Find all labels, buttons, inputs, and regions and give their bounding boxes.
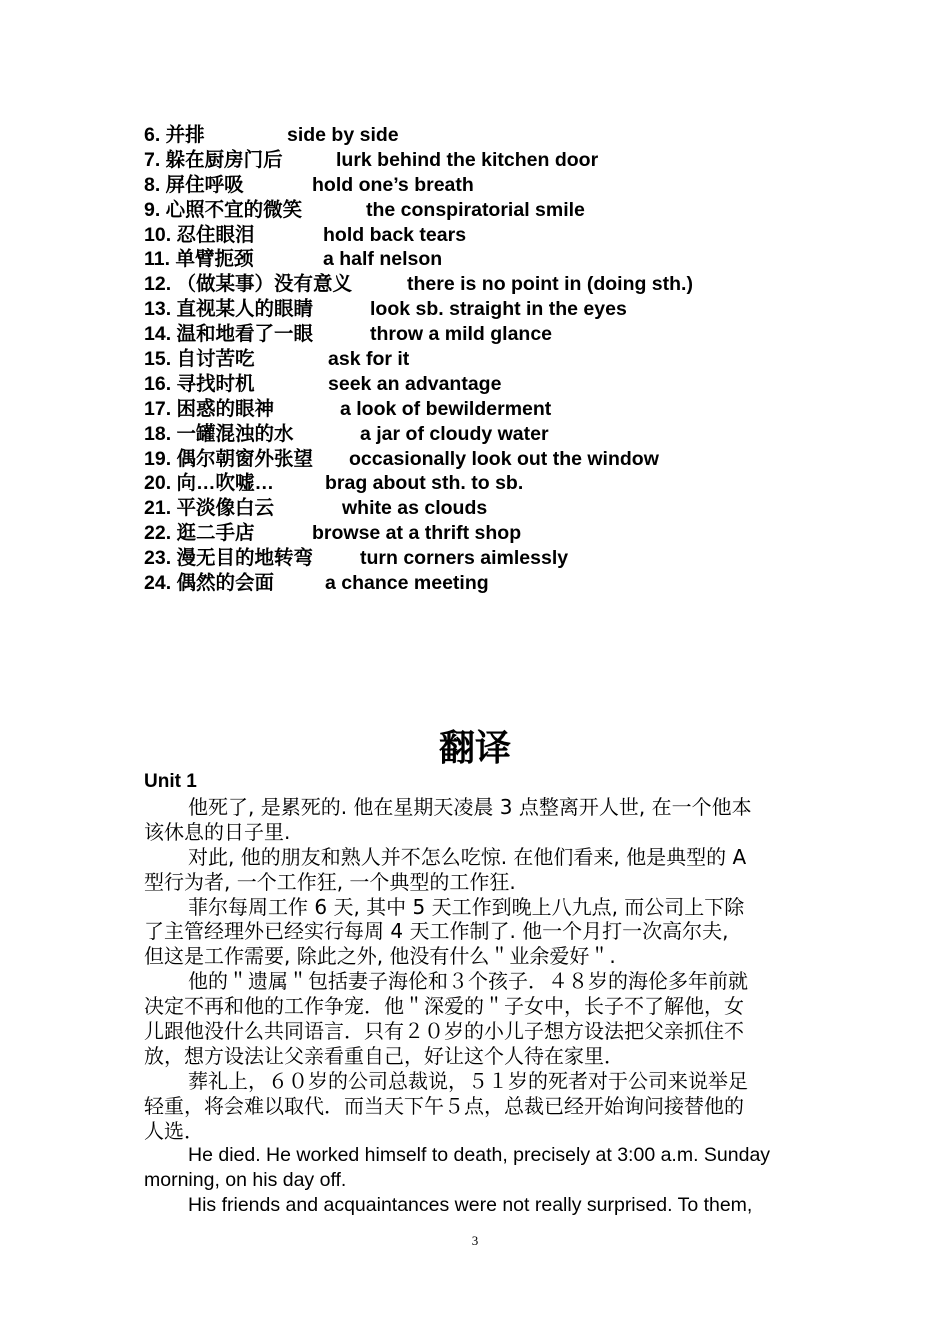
chinese-text-line: 菲尔每周工作 6 天, 其中 5 天工作到晚上八九点, 而公司上下除	[188, 894, 745, 919]
vocab-english: throw a mild glance	[370, 323, 553, 346]
vocab-chinese: 9. 心照不宜的微笑	[144, 198, 303, 221]
english-text-line: morning, on his day off.	[144, 1169, 347, 1192]
vocab-row	[144, 397, 844, 422]
vocabulary-list	[144, 123, 844, 596]
chinese-text-line: 型行为者, 一个工作狂, 一个典型的工作狂.	[144, 869, 516, 894]
vocab-chinese: 10. 忍住眼泪	[144, 223, 255, 246]
vocab-row	[144, 322, 844, 347]
vocab-chinese: 18. 一罐混浊的水	[144, 422, 294, 445]
vocab-chinese: 15. 自讨苦吃	[144, 348, 255, 371]
vocab-english: the conspiratorial smile	[366, 198, 585, 221]
chinese-text-line: 该休息的日子里.	[144, 819, 291, 844]
vocab-row	[144, 272, 844, 297]
vocab-chinese: 12. （做某事）没有意义	[144, 273, 353, 296]
vocab-chinese: 22. 逛二手店	[144, 522, 255, 545]
vocab-english: a jar of cloudy water	[360, 422, 549, 445]
chinese-text-line: 轻重，将会难以取代．而当天下午５点，总裁已经开始询问接替他的	[144, 1093, 744, 1118]
vocab-english: side by side	[287, 124, 399, 146]
vocab-chinese: 17. 困惑的眼神	[144, 397, 275, 420]
vocab-chinese: 14. 温和地看了一眼	[144, 323, 314, 346]
vocab-english: a chance meeting	[325, 572, 489, 595]
vocab-english: browse at a thrift shop	[312, 522, 522, 545]
vocab-row	[144, 297, 844, 322]
vocab-chinese: 8. 屏住呼吸	[144, 173, 244, 196]
translation-text	[144, 795, 806, 1218]
vocab-chinese: 23. 漫无目的地转弯	[144, 547, 314, 570]
vocab-row	[144, 223, 844, 248]
chinese-text-line: 对此, 他的朋友和熟人并不怎么吃惊. 在他们看来, 他是典型的 A	[188, 844, 747, 869]
vocab-english: hold one’s breath	[312, 173, 474, 196]
vocab-row	[144, 198, 844, 223]
chinese-text-line: 决定不再和他的工作争宠．他＂深爱的＂子女中，长子不了解他，女	[144, 994, 744, 1019]
vocab-row	[144, 521, 844, 546]
vocab-english: lurk behind the kitchen door	[336, 148, 599, 171]
vocab-row	[144, 496, 844, 521]
vocab-english: a look of bewilderment	[340, 397, 552, 420]
english-text-line: His friends and acquaintances were not really surprised. To them,	[188, 1194, 753, 1217]
vocab-row	[144, 148, 844, 173]
vocab-chinese: 24. 偶然的会面	[144, 572, 275, 595]
vocab-english: ask for it	[328, 348, 410, 371]
unit-label: Unit 1	[144, 771, 197, 792]
vocab-english: there is no point in (doing sth.)	[407, 273, 693, 296]
vocab-chinese: 13. 直视某人的眼睛	[144, 298, 314, 321]
english-text-line: He died. He worked himself to death, precisely at 3:00 a.m. Sunday	[188, 1144, 771, 1167]
chinese-text-line: 葬礼上，６０岁的公司总裁说，５１岁的死者对于公司来说举足	[188, 1068, 748, 1093]
vocab-english: brag about sth. to sb.	[325, 472, 524, 495]
vocab-chinese: 21. 平淡像白云	[144, 497, 275, 520]
vocab-chinese: 19. 偶尔朝窗外张望	[144, 447, 314, 470]
vocab-row	[144, 471, 844, 496]
vocab-chinese: 20. 向…吹嘘…	[144, 472, 275, 495]
chinese-text-line: 他死了, 是累死的. 他在星期天凌晨 3 点整离开人世, 在一个他本	[188, 795, 752, 819]
vocab-chinese: 7. 躲在厨房门后	[144, 148, 283, 171]
chinese-text-line: 了主管经理外已经实行每周 4 天工作制了. 他一个月打一次高尔夫,	[144, 919, 729, 944]
vocab-chinese: 16. 寻找时机	[144, 372, 255, 395]
chinese-text-line: 放，想方设法让父亲看重自己，好让这个人待在家里．	[144, 1043, 624, 1068]
vocab-row	[144, 123, 844, 148]
chinese-text-line: 他的＂遗属＂包括妻子海伦和３个孩子．４８岁的海伦多年前就	[188, 969, 748, 994]
vocab-english: seek an advantage	[328, 372, 502, 395]
vocab-row	[144, 422, 844, 447]
vocab-english: a half nelson	[323, 248, 443, 271]
vocab-row	[144, 571, 844, 596]
vocab-row	[144, 173, 844, 198]
vocab-english: turn corners aimlessly	[360, 547, 569, 570]
vocab-row	[144, 546, 844, 571]
chinese-text-line: 儿跟他没什么共同语言．只有２０岁的小儿子想方设法把父亲抓住不	[144, 1019, 744, 1044]
vocab-row	[144, 347, 844, 372]
vocab-english: hold back tears	[323, 223, 467, 246]
vocab-chinese: 11. 单臂扼颈	[144, 248, 254, 271]
page-number: 3	[471, 1233, 479, 1248]
vocab-chinese: 6. 并排	[144, 124, 205, 146]
vocab-row	[144, 372, 844, 397]
section-heading: 翻译	[438, 727, 511, 769]
vocab-row	[144, 247, 844, 272]
chinese-text-line: 但这是工作需要, 除此之外, 他没有什么＂业余爱好＂.	[144, 944, 616, 969]
chinese-text-line: 人选．	[144, 1118, 204, 1143]
vocab-english: look sb. straight in the eyes	[370, 298, 627, 321]
vocab-english: occasionally look out the window	[349, 447, 659, 470]
vocab-row	[144, 447, 844, 472]
vocab-english: white as clouds	[342, 497, 488, 520]
